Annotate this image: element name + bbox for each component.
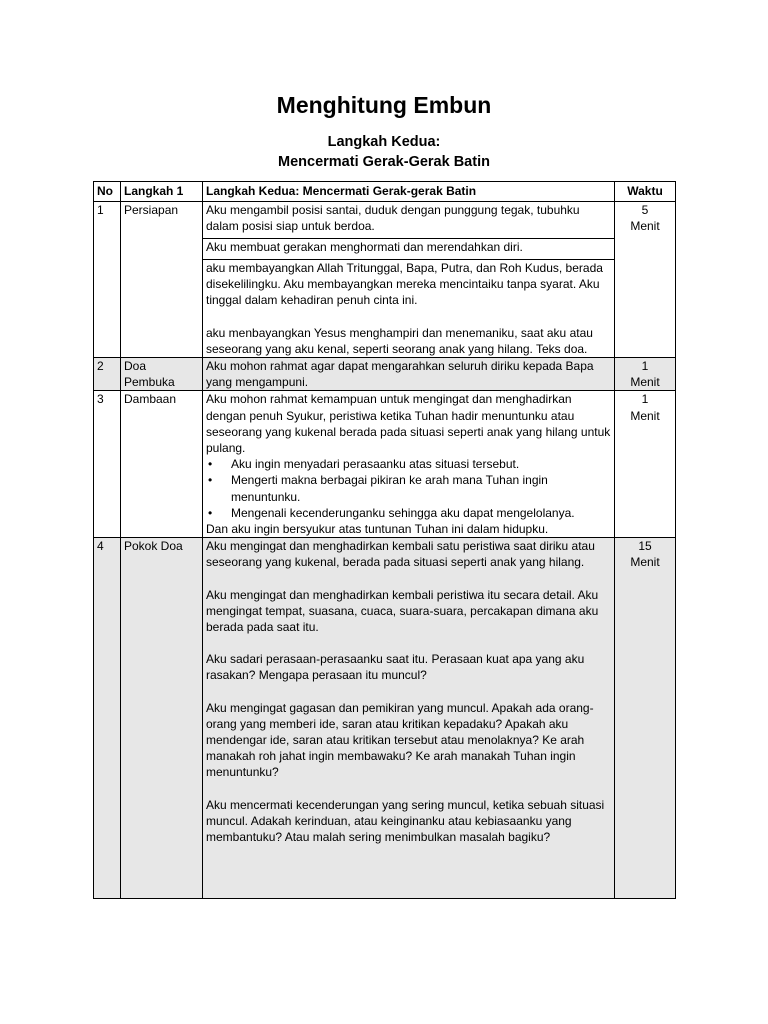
table-row-doa-pembuka xyxy=(94,358,676,391)
row-step: Doa Pembuka xyxy=(121,358,203,391)
row-step: Dambaan xyxy=(121,391,203,538)
bullet-list xyxy=(206,456,611,521)
row-step: Pokok Doa xyxy=(121,538,203,899)
row-number: 1 xyxy=(94,202,121,358)
subtitle-topic: Mencermati Gerak-Gerak Batin xyxy=(278,154,490,170)
list-item: • Mengenali kecenderunganku sehingga aku dapat mengelolanya. xyxy=(206,505,611,521)
row-content xyxy=(203,538,615,899)
row-content xyxy=(203,202,615,358)
list-item: • Aku ingin menyadari perasaanku atas situasi tersebut. xyxy=(206,456,611,472)
content-outro: Dan aku ingin bersyukur atas tuntunan Tuhan ini dalam hidupku. xyxy=(206,522,549,537)
time-unit: Menit xyxy=(630,555,660,570)
content-paragraph: Aku mengingat dan menghadirkan kembali satu peristiwa saat diriku atau seseorang yang kukenal, berada pada situasi seperti anak yang hilang. xyxy=(206,539,595,570)
row-step: Persiapan xyxy=(121,202,203,358)
row-time xyxy=(615,202,676,358)
document-title: Menghitung Embun xyxy=(276,92,492,118)
time-unit: Menit xyxy=(630,375,660,390)
row-number: 2 xyxy=(94,358,121,391)
header-content: Langkah Kedua: Mencermati Gerak-gerak Batin xyxy=(203,182,615,202)
time-value: 15 xyxy=(638,539,652,554)
row-content xyxy=(203,391,615,538)
row-content: Aku mohon rahmat agar dapat mengarahkan seluruh diriku kepada Bapa yang mengampuni. xyxy=(203,358,615,391)
time-value: 5 xyxy=(641,203,649,217)
content-segment: Aku membuat gerakan menghormati dan merendahkan diri. xyxy=(203,239,614,260)
prayer-steps-table xyxy=(93,181,676,899)
content-segment-group xyxy=(203,260,614,357)
time-unit: Menit xyxy=(630,408,660,423)
table-row-dambaan xyxy=(94,391,676,538)
row-number: 3 xyxy=(94,391,121,538)
list-item: • Mengerti makna berbagai pikiran ke arah mana Tuhan ingin menuntunku. xyxy=(206,472,611,504)
content-intro: Aku mohon rahmat kemampuan untuk mengingat dan menghadirkan dengan penuh Syukur, peristiwa ketika Tuhan hadir menuntunku atau seseorang yang kukenal berada pada situasi seperti anak yang hilang untuk pulang. xyxy=(206,392,611,456)
row-number: 4 xyxy=(94,538,121,899)
content-segment: Aku mengambil posisi santai, duduk dengan punggung tegak, tubuhku dalam posisi siap untuk berdoa. xyxy=(203,202,614,239)
content-paragraph: Aku mengingat dan menghadirkan kembali peristiwa itu secara detail. Aku mengingat tempat, suasana, cuaca, suara-suara, percakapan dimana aku berada pada saat itu. xyxy=(206,587,599,635)
content-paragraph: aku membayangkan Allah Tritunggal, Bapa, Putra, dan Roh Kudus, berada disekelilingku. Aku membayangkan mereka mencintaiku tanpa syarat. Aku tinggal dalam kehadiran penuh cinta ini. xyxy=(206,261,603,308)
header-time: Waktu xyxy=(615,182,676,202)
content-paragraph: aku menbayangkan Yesus menghampiri dan menemaniku, saat aku atau seseorang yang aku kenal, seperti seorang anak yang hilang. Teks doa. xyxy=(206,325,593,356)
time-unit: Menit xyxy=(630,219,660,234)
table-row-pokok-doa xyxy=(94,538,676,899)
time-value: 1 xyxy=(641,392,649,407)
content-paragraph: Aku sadari perasaan-perasaanku saat itu. Perasaan kuat apa yang aku rasakan? Mengapa perasaan itu muncul? xyxy=(206,652,585,683)
header-step: Langkah 1 xyxy=(121,182,203,202)
content-paragraph: Aku mencermati kecenderungan yang sering muncul, ketika sebuah situasi muncul. Adakah kerinduan, atau keinginanku atau kebiasaanku yang membantuku? Atau malah sering menimbulkan masalah bagiku? xyxy=(206,797,605,845)
table-header-row xyxy=(94,182,676,202)
time-value: 1 xyxy=(641,359,649,374)
row-time xyxy=(615,538,676,899)
subtitle-step: Langkah Kedua: xyxy=(327,134,441,150)
row-time xyxy=(615,358,676,391)
row-time xyxy=(615,391,676,538)
header-no: No xyxy=(94,182,121,202)
content-paragraph: Aku mengingat gagasan dan pemikiran yang muncul. Apakah ada orang-orang yang memberi ide, saran atau kritikan kepadaku? Apakah aku mendengar ide, saran atau kritikan tersebut atau menolaknya? Ke arah manakah roh jahat ingin membawaku? Ke arah manakah Tuhan ingin menuntunku? xyxy=(206,700,594,780)
table-row-persiapan xyxy=(94,202,676,358)
